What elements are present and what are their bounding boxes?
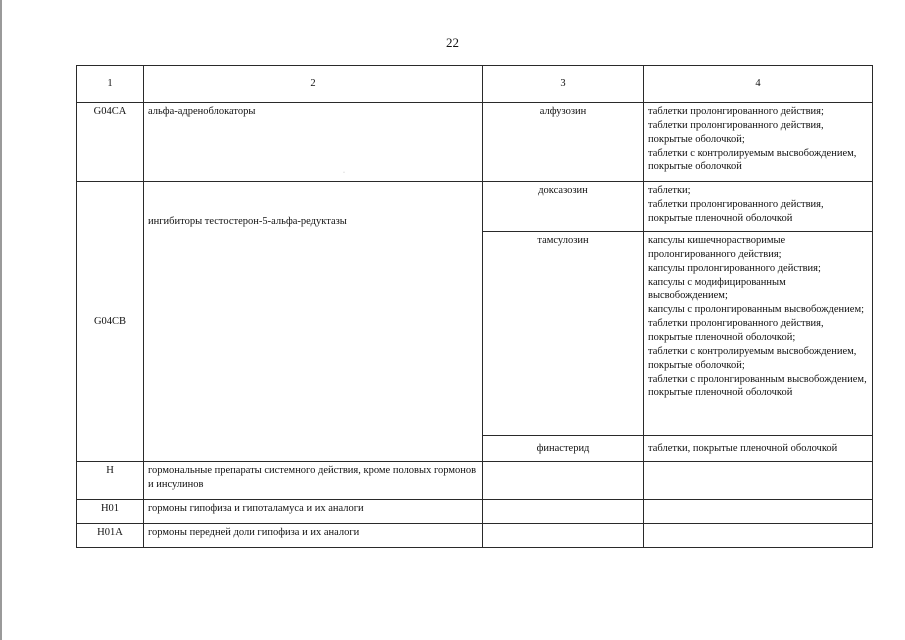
group-name: гормональные препараты системного действия, кроме половых гормонов и инсулинов — [144, 462, 483, 500]
table-row — [77, 524, 873, 548]
dosage-forms — [644, 182, 873, 232]
atc-code: G04CA — [77, 103, 144, 182]
header-col-4: 4 — [644, 66, 873, 103]
dosage-forms-empty — [644, 500, 873, 524]
drug-name-empty — [483, 462, 644, 500]
dosage-form-line: таблетки с контролируемым высвобождением, покрытые оболочкой — [648, 147, 857, 173]
group-name: гормоны гипофиза и гипоталамуса и их аналоги — [144, 500, 483, 524]
dosage-forms — [644, 436, 873, 462]
table-row — [77, 500, 873, 524]
group-name — [144, 182, 483, 462]
atc-code: H — [77, 462, 144, 500]
drug-name-empty — [483, 500, 644, 524]
dosage-form-line: таблетки пролонгированного действия, покрытые оболочкой; — [648, 119, 824, 145]
drug-name: доксазозин — [483, 182, 644, 232]
drug-name: тамсулозин — [483, 232, 644, 436]
dosage-forms-empty — [644, 462, 873, 500]
dosage-form-line: таблетки; — [648, 185, 691, 196]
header-col-3: 3 — [483, 66, 644, 103]
page-edge-line — [0, 0, 2, 640]
dosage-forms-empty — [644, 524, 873, 548]
dosage-form-line: таблетки пролонгированного действия, покрытые пленочной оболочкой; — [648, 318, 824, 344]
dosage-form-line: таблетки, покрытые пленочной оболочкой — [648, 442, 838, 454]
table-row — [77, 182, 873, 232]
group-name-text: ингибиторы тестостерон-5-альфа-редуктазы — [148, 216, 347, 227]
atc-code: H01 — [77, 500, 144, 524]
drug-name: алфузозин — [483, 103, 644, 182]
group-name: гормоны передней доли гипофиза и их аналоги — [144, 524, 483, 548]
dosage-form-line: капсулы пролонгированного действия; — [648, 262, 821, 274]
atc-code: H01A — [77, 524, 144, 548]
dosage-form-line: капсулы с модифицированным высвобождением; — [648, 276, 786, 302]
table-row — [77, 103, 873, 182]
header-col-2: 2 — [144, 66, 483, 103]
dosage-form-line: таблетки пролонгированного действия, покрытые пленочной оболочкой — [648, 198, 824, 224]
drug-name: финастерид — [483, 436, 644, 462]
dosage-form-line: капсулы кишечнорастворимые пролонгированного действия; — [648, 235, 786, 260]
page-number: 22 — [446, 35, 459, 50]
group-name: альфа-адреноблокаторы — [144, 103, 483, 182]
dosage-form-line: таблетки с контролируемым высвобождением, покрытые оболочкой; — [648, 345, 857, 371]
dosage-forms — [644, 103, 873, 182]
table-row — [77, 462, 873, 500]
header-col-1: 1 — [77, 66, 144, 103]
drug-name-empty — [483, 524, 644, 548]
scan-speck: · — [343, 170, 345, 176]
dosage-forms — [644, 232, 873, 436]
dosage-form-line: капсулы с пролонгированным высвобождением; — [648, 304, 865, 316]
table-header-row — [77, 66, 873, 103]
medicines-table — [76, 65, 873, 548]
atc-code: G04CB — [77, 182, 144, 462]
dosage-form-line: таблетки пролонгированного действия; — [648, 106, 824, 117]
dosage-form-line: таблетки с пролонгированным высвобождением, покрытые пленочной оболочкой — [648, 373, 867, 399]
